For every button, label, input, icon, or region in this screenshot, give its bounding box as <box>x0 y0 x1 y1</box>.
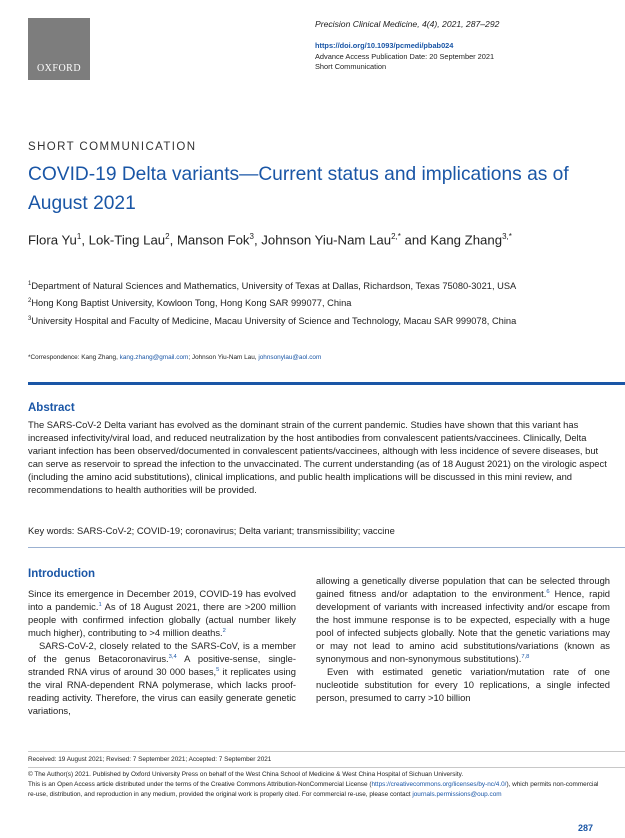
author-name: Johnson Yiu-Nam Lau <box>261 232 392 248</box>
text-run: allowing a genetically diverse population that can be selected through gained fitness and/or adaptation to the environment. <box>316 575 610 599</box>
citation-ref[interactable]: 1 <box>98 601 102 608</box>
affiliation-text: Department of Natural Sciences and Mathematics, University of Texas at Dallas, Richardson, Texas 75080-3021, USA <box>31 281 517 292</box>
author-name: Flora Yu <box>28 232 77 248</box>
author-name: Manson Fok <box>176 232 250 248</box>
oxford-logo <box>28 18 90 80</box>
divider <box>28 767 625 768</box>
citation-ref[interactable]: 2 <box>222 627 226 634</box>
paragraph <box>28 587 296 639</box>
citation-ref[interactable]: 6 <box>546 588 550 595</box>
author-sup: 2,* <box>391 232 401 241</box>
affiliation-item <box>28 277 608 294</box>
citation-ref[interactable]: 3,4 <box>168 653 177 660</box>
text-run: This is an Open Access article distributed under the terms of the Creative Commons Attribution-NonCommercial License ( <box>28 781 372 788</box>
divider <box>28 547 625 548</box>
text-run: SARS-CoV-2, closely related to the SARS-CoV, is a member of the genus Betacoronavirus. <box>28 640 296 664</box>
license-line <box>28 780 608 800</box>
citation-ref[interactable]: 7,8 <box>521 653 530 660</box>
journal-meta <box>315 18 499 73</box>
license-link[interactable]: https://creativecommons.org/licenses/by-nc/4.0/ <box>371 781 507 788</box>
text-run: Hence, rapid development of variants with increased infectivity and/or escape from the host immune response is to be expected, especially with a huge pool of infected subjects globally. Note that the genetic variations may or may not lead to amino acid substitutions/variations (known as synonymous and non-synonymous substitutions). <box>316 588 610 664</box>
affiliation-sup: 2 <box>28 298 32 305</box>
article-type: Short Communication <box>315 62 387 71</box>
affiliation-sup: 1 <box>28 281 32 287</box>
divider <box>28 382 625 385</box>
permissions-email[interactable]: journals.permissions@oup.com <box>412 791 502 798</box>
doi-link[interactable]: https://doi.org/10.1093/pcmedi/pbab024 <box>315 41 454 50</box>
abstract-text: The SARS-CoV-2 Delta variant has evolved as the dominant strain of the current pandemic. Studies have shown that this variant has increased infectivity/viral load, and reduced neutralization by the host antibodies from convalescent patients/vaccinees. Clinically, Delta variant infection has been observed/documented in convalescent patients/vaccinees, although with less incidence of severe diseases, but can serve as reservoir to spread the infection to the unvaccinated. The current understanding (as of 18 August 2021) on the virologic aspect (including the amino acid substitutions), clinical implications, and public health implications will be discussed in this mini review, and recommendations to health authorities will be provided. <box>28 419 607 495</box>
paragraph <box>316 574 610 665</box>
access-date: Advance Access Publication Date: 20 September 2021 <box>315 51 495 61</box>
logo-text: OXFORD <box>36 63 82 74</box>
author-sup: 2 <box>165 232 170 241</box>
body-column-left <box>28 587 296 717</box>
email-link[interactable]: kang.zhang@gmail.com <box>119 354 189 361</box>
journal-citation: Precision Clinical Medicine, 4(4), 2021, 287–292 <box>315 19 500 29</box>
intro-heading: Introduction <box>28 568 96 580</box>
email-link[interactable]: johnsonylau@aol.com <box>258 354 322 361</box>
abstract-heading: Abstract <box>28 402 75 414</box>
text-run: it replicates using the viral RNA-dependent RNA polymerase, which lacks proof-reading activity. Therefore, the virus can easily generate genetic variations, <box>28 666 296 716</box>
correspondence-prefix: *Correspondence: Kang Zhang, <box>28 354 120 361</box>
author-sep: , <box>81 232 89 248</box>
affiliation-item <box>28 312 608 329</box>
author-sup: 3 <box>249 232 254 241</box>
article-dates: Received: 19 August 2021; Revised: 7 September 2021; Accepted: 7 September 2021 <box>28 756 272 763</box>
page-number: 287 <box>577 823 593 833</box>
affiliation-sup: 3 <box>28 315 32 322</box>
text-run: As of 18 August 2021, there are >200 million people with confirmed infection globally (actual number likely much higher), contributing to >4 million deaths. <box>28 601 296 638</box>
text-run: A positive-sense, single-stranded RNA virus of around 30 000 bases, <box>28 653 296 677</box>
affiliations <box>28 277 608 329</box>
paragraph: Even with estimated genetic variation/mutation rate of one nucleotide substitution for every 10 replications, a single infected person, presumed to carry >10 billion <box>316 666 610 703</box>
keywords: Key words: SARS-CoV-2; COVID-19; coronavirus; Delta variant; transmissibility; vaccine <box>28 525 395 536</box>
section-type: SHORT COMMUNICATION <box>28 141 197 153</box>
author-sup: 1 <box>76 232 82 241</box>
author-sep: , <box>169 232 177 248</box>
correspondence-middle: ; Johnson Yiu-Nam Lau, <box>188 354 259 361</box>
author-name: Kang Zhang <box>430 232 503 248</box>
author-and: and <box>400 232 431 248</box>
affiliation-text: Hong Kong Baptist University, Kowloon Tong, Hong Kong SAR 999077, China <box>31 298 352 309</box>
affiliation-text: University Hospital and Faculty of Medicine, Macau University of Science and Technology, Macau SAR 999078, China <box>31 315 517 326</box>
divider <box>28 751 625 752</box>
text-run: Since its emergence in December 2019, COVID-19 has evolved into a pandemic. <box>28 588 296 612</box>
license-line: © The Author(s) 2021. Published by Oxford University Press on behalf of the West China School of Medicine & West China Hospital of Sichuan University. <box>28 771 464 778</box>
correspondence <box>28 354 321 361</box>
text-run: ), which permits non-commercial re-use, distribution, and reproduction in any medium, provided the original work is properly cited. For commercial re-use, please contact <box>28 781 599 798</box>
paragraph <box>28 639 296 717</box>
author-list <box>28 227 588 250</box>
author-sup: 3,* <box>502 232 512 241</box>
citation-ref[interactable]: 5 <box>216 666 220 673</box>
author-sep: , <box>253 232 262 248</box>
body-column-right <box>316 574 610 704</box>
article-title: COVID-19 Delta variants—Current status and implications as of August 2021 <box>28 164 569 214</box>
affiliation-item <box>28 294 608 311</box>
license-notice <box>28 770 608 800</box>
author-name: Lok-Ting Lau <box>88 232 166 248</box>
